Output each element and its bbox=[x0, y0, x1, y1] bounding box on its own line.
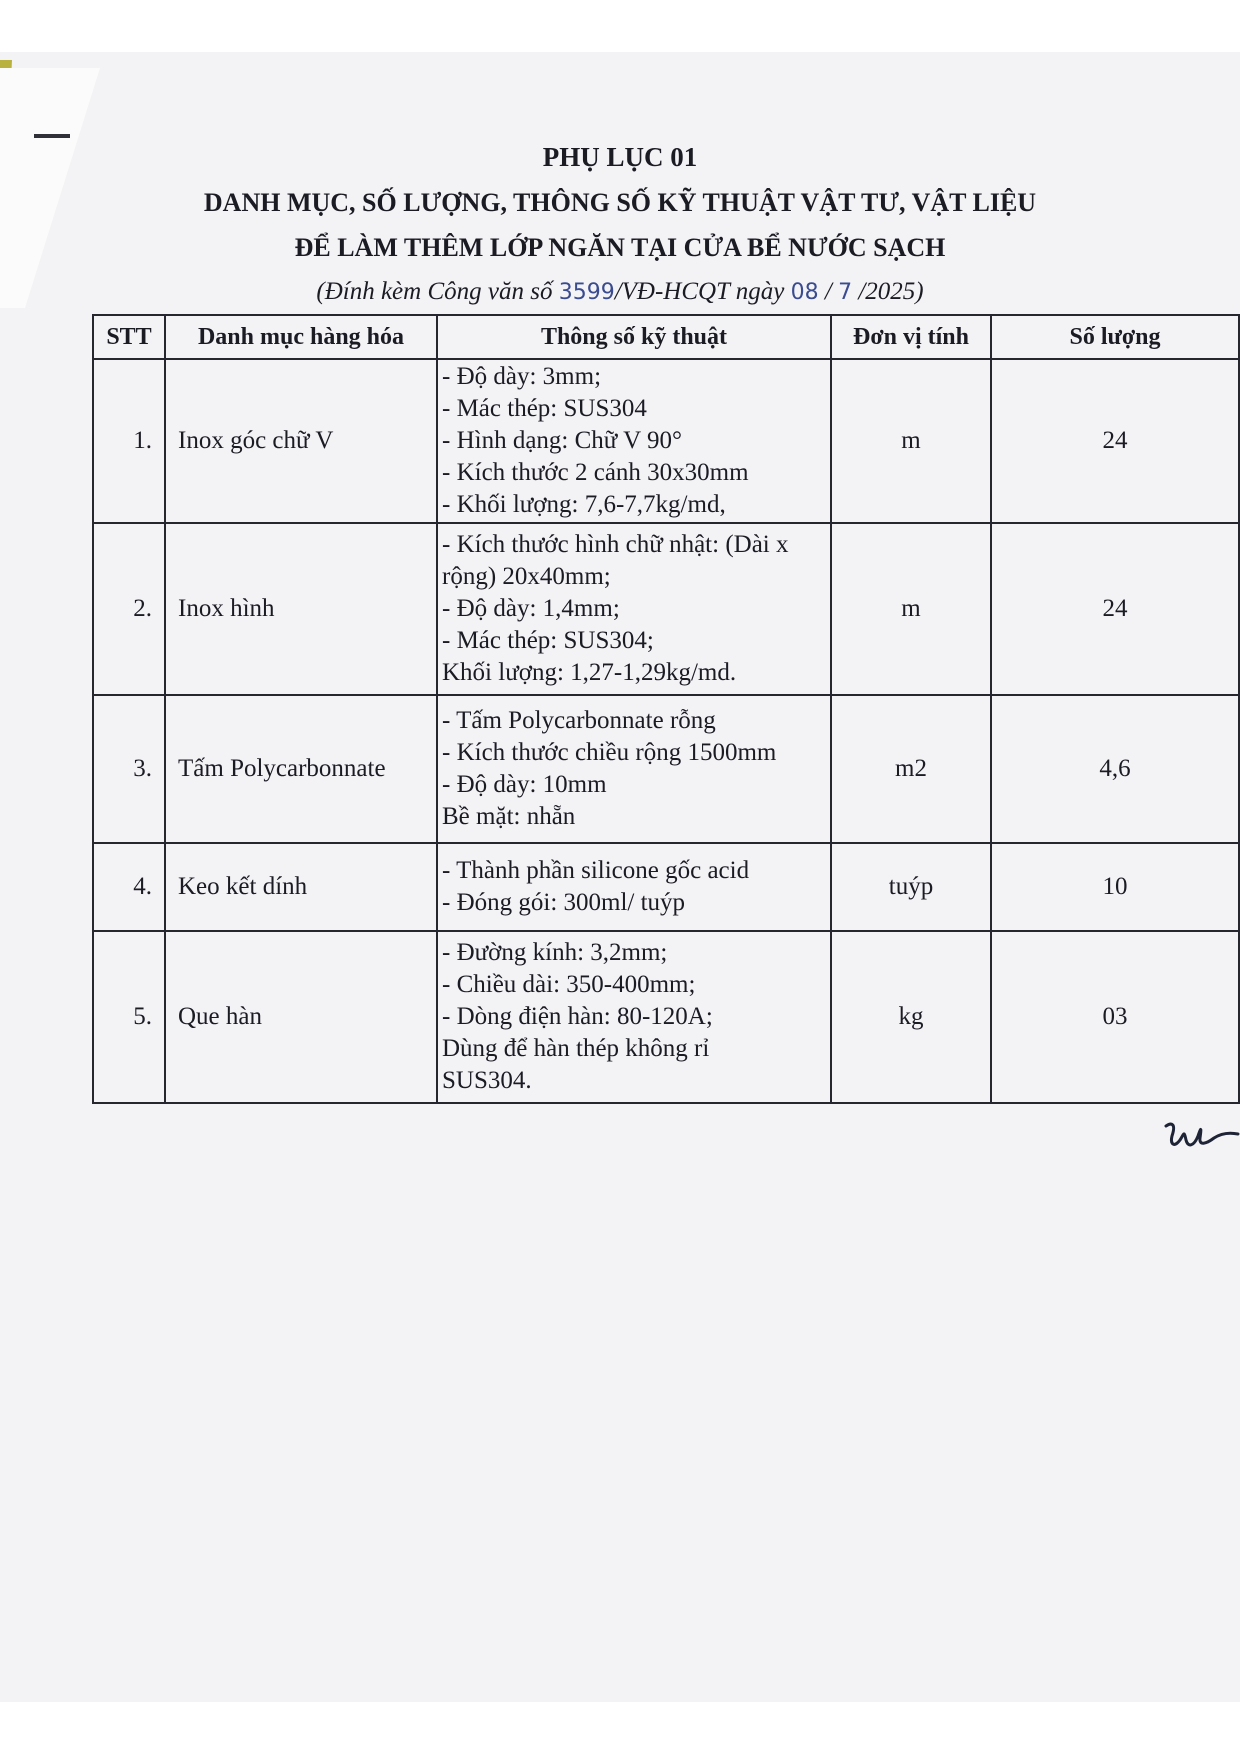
spec-line: - Thành phần silicone gốc acid bbox=[442, 857, 750, 884]
column-header-quantity: Số lượng bbox=[991, 315, 1239, 359]
row-unit: m bbox=[831, 359, 991, 523]
row-stt: 4. bbox=[93, 843, 165, 931]
table-row bbox=[93, 695, 1239, 843]
materials-table bbox=[92, 314, 1240, 1104]
spec-line: Bề mặt: nhẵn bbox=[442, 803, 576, 830]
spec-line: - Khối lượng: 7,6-7,7kg/md, bbox=[442, 491, 726, 518]
row-stt: 5. bbox=[93, 931, 165, 1103]
spec-line: - Đường kính: 3,2mm; bbox=[442, 939, 668, 966]
row-stt: 1. bbox=[93, 359, 165, 523]
row-quantity: 4,6 bbox=[991, 695, 1239, 843]
spec-line: - Mác thép: SUS304; bbox=[442, 627, 654, 654]
document-heading-line-2: ĐỂ LÀM THÊM LỚP NGĂN TẠI CỬA BỂ NƯỚC SẠCH bbox=[294, 233, 946, 262]
reference-suffix: /2025) bbox=[852, 278, 924, 305]
row-specs bbox=[437, 523, 831, 695]
row-specs bbox=[437, 359, 831, 523]
row-unit: kg bbox=[831, 931, 991, 1103]
table-row bbox=[93, 523, 1239, 695]
margin-mark bbox=[34, 134, 70, 138]
handwritten-day: 08 bbox=[790, 280, 819, 305]
row-item-name: Inox hình bbox=[165, 523, 437, 695]
spec-line: - Kích thước chiều rộng 1500mm bbox=[442, 739, 777, 766]
handwritten-month: 7 bbox=[838, 280, 853, 305]
document-reference bbox=[90, 278, 1150, 306]
spec-line: SUS304. bbox=[442, 1067, 532, 1094]
column-header-stt: STT bbox=[93, 315, 165, 359]
row-item-name: Keo kết dính bbox=[165, 843, 437, 931]
row-item-name: Tấm Polycarbonnate bbox=[165, 695, 437, 843]
spec-line: - Độ dày: 3mm; bbox=[442, 363, 602, 390]
spec-line: - Kích thước 2 cánh 30x30mm bbox=[442, 459, 749, 486]
row-item-name: Inox góc chữ V bbox=[165, 359, 437, 523]
row-unit: m bbox=[831, 523, 991, 695]
row-item-name: Que hàn bbox=[165, 931, 437, 1103]
spec-line: - Mác thép: SUS304 bbox=[442, 395, 647, 422]
column-header-item: Danh mục hàng hóa bbox=[165, 315, 437, 359]
column-header-unit: Đơn vị tính bbox=[831, 315, 991, 359]
spec-line: - Hình dạng: Chữ V 90° bbox=[442, 427, 682, 454]
row-stt: 2. bbox=[93, 523, 165, 695]
handwritten-doc-number: 3599 bbox=[558, 280, 615, 305]
reference-middle: /VĐ-HCQT ngày bbox=[614, 278, 791, 305]
reference-prefix: (Đính kèm Công văn số bbox=[316, 278, 559, 305]
table-row bbox=[93, 931, 1239, 1103]
spec-line: - Tấm Polycarbonnate rỗng bbox=[442, 707, 716, 734]
spec-line: - Dòng điện hàn: 80-120A; bbox=[442, 1003, 713, 1030]
row-quantity: 03 bbox=[991, 931, 1239, 1103]
row-quantity: 24 bbox=[991, 523, 1239, 695]
reference-slash: / bbox=[818, 278, 839, 305]
column-header-specs: Thông số kỹ thuật bbox=[437, 315, 831, 359]
spec-line: - Đóng gói: 300ml/ tuýp bbox=[442, 889, 686, 916]
spec-line: - Chiều dài: 350-400mm; bbox=[442, 971, 696, 998]
row-unit: tuýp bbox=[831, 843, 991, 931]
row-stt: 3. bbox=[93, 695, 165, 843]
row-specs bbox=[437, 931, 831, 1103]
row-specs bbox=[437, 843, 831, 931]
row-quantity: 24 bbox=[991, 359, 1239, 523]
table-row bbox=[93, 359, 1239, 523]
table-row bbox=[93, 843, 1239, 931]
spec-line: Dùng để hàn thép không rỉ bbox=[442, 1035, 710, 1062]
row-unit: m2 bbox=[831, 695, 991, 843]
table-header-row bbox=[93, 315, 1239, 359]
document-title: PHỤ LỤC 01 bbox=[542, 142, 698, 172]
signature-icon bbox=[1162, 1118, 1240, 1154]
spec-line: - Kích thước hình chữ nhật: (Dài x bbox=[442, 531, 789, 558]
row-specs bbox=[437, 695, 831, 843]
row-quantity: 10 bbox=[991, 843, 1239, 931]
document-heading-line-1: DANH MỤC, SỐ LƯỢNG, THÔNG SỐ KỸ THUẬT VẬT TƯ, VẬT LIỆU bbox=[203, 188, 1037, 217]
spec-line: - Độ dày: 10mm bbox=[442, 771, 607, 798]
spec-line: - Độ dày: 1,4mm; bbox=[442, 595, 620, 622]
spec-line: Khối lượng: 1,27-1,29kg/md. bbox=[442, 659, 737, 686]
spec-line: rộng) 20x40mm; bbox=[442, 563, 611, 590]
